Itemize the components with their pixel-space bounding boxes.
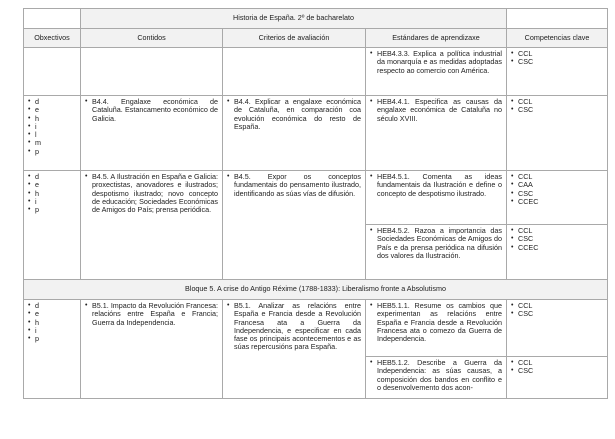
standard-text: • HEB4.5.2. Razoa a importancia das Sociedades Económicas de Amigos do País e da prensa periódica na difusión dos valores da Ilustración. [370, 227, 502, 260]
block-row [24, 280, 608, 300]
objective-item: • e [28, 106, 76, 114]
competences-cell [507, 300, 608, 357]
competence-item: • CSC [511, 58, 603, 66]
objective-item: • i [28, 198, 76, 206]
table-row [24, 300, 608, 357]
competence-item: • CCL [511, 302, 603, 310]
content-text: • B4.5. A Ilustración en España e Galicia: proxectistas, anovadores e ilustrados; despotismo ilustrado; novo concepto de educación; Sociedades Económicas de Amigos do País; prensa periódica. [85, 173, 218, 214]
table-title: Historia de España. 2º de bacharelato [81, 9, 507, 29]
objective-item: • h [28, 115, 76, 123]
criterion-cell [223, 48, 366, 96]
content-text: • B5.1. Impacto da Revolución Francesa: relacións entre España e Francia; Guerra da Independencia. [85, 302, 218, 327]
competence-item: • CCL [511, 50, 603, 58]
standard-cell [366, 171, 507, 225]
competence-item: • CAA [511, 181, 603, 189]
header-contents: Contidos [81, 29, 223, 48]
objective-item: • d [28, 302, 76, 310]
criterion-text: • B4.5. Expor os conceptos fundamentais do pensamento ilustrado, identificando as súas vías de difusión. [227, 173, 361, 198]
objective-item: • h [28, 190, 76, 198]
header-criteria: Criterios de avaliación [223, 29, 366, 48]
objective-item: • h [28, 319, 76, 327]
competence-item: • CCL [511, 359, 603, 367]
objective-item: • p [28, 206, 76, 214]
criterion-cell [223, 171, 366, 280]
title-row [24, 9, 608, 29]
header-standards: Estándares de aprendizaxe [366, 29, 507, 48]
standard-text: • HEB4.3.3. Explica a política industrial da monarquía e as medidas adoptadas respecto ao comercio con América. [370, 50, 502, 75]
criterion-cell [223, 96, 366, 171]
content-text: • B4.4. Engalaxe económica de Cataluña. Estancamento económico de Galicia. [85, 98, 218, 123]
standard-text: • HEB5.1.1. Resume os cambios que experimentan as relacións entre España e Francia desde a Revolución Francesa ata o comezo da Guerra de Independencia. [370, 302, 502, 343]
competences-cell [507, 357, 608, 399]
competence-item: • CCL [511, 227, 603, 235]
competences-cell [507, 96, 608, 171]
standard-cell [366, 225, 507, 280]
objectives-cell [24, 96, 81, 171]
competence-item: • CSC [511, 235, 603, 243]
table-row [24, 171, 608, 225]
title-spacer-cell [24, 9, 81, 29]
title-spacer-cell [507, 9, 608, 29]
content-cell [81, 96, 223, 171]
objective-item: • d [28, 173, 76, 181]
objectives-cell [24, 300, 81, 399]
competence-item: • CSC [511, 367, 603, 375]
curriculum-table [23, 8, 608, 399]
objectives-cell [24, 171, 81, 280]
objective-item: • i [28, 327, 76, 335]
block-heading: Bloque 5. A crise do Antigo Réxime (1788-1833): Liberalismo fronte a Absolutismo [24, 280, 608, 300]
competence-item: • CSC [511, 190, 603, 198]
competence-item: • CCEC [511, 244, 603, 252]
objective-item: • p [28, 335, 76, 343]
competences-cell [507, 48, 608, 96]
objective-item: • p [28, 148, 76, 156]
content-cell [81, 171, 223, 280]
standard-cell [366, 357, 507, 399]
header-row [24, 29, 608, 48]
standard-text: • HEB4.4.1. Especifica as causas da engalaxe económica de Cataluña no século XVIII. [370, 98, 502, 123]
objective-item: • d [28, 98, 76, 106]
criterion-cell [223, 300, 366, 399]
standard-cell [366, 96, 507, 171]
objective-item: • i [28, 123, 76, 131]
table-row [24, 96, 608, 171]
content-cell [81, 48, 223, 96]
competence-item: • CCL [511, 173, 603, 181]
standard-cell [366, 48, 507, 96]
criterion-text: • B4.4. Explicar a engalaxe económica de Cataluña, en comparación coa evolución económica do resto de España. [227, 98, 361, 131]
standard-cell [366, 300, 507, 357]
competence-item: • CSC [511, 106, 603, 114]
competences-cell [507, 171, 608, 225]
competence-item: • CSC [511, 310, 603, 318]
objectives-cell [24, 48, 81, 96]
objective-item: • l [28, 131, 76, 139]
content-cell [81, 300, 223, 399]
competence-item: • CCEC [511, 198, 603, 206]
standard-text: • HEB5.1.2. Describe a Guerra da Independencia: as súas causas, a composición dos bandos en conflito e o desenvolvemento dos acon- [370, 359, 502, 392]
objective-item: • m [28, 139, 76, 147]
header-competences: Competencias clave [507, 29, 608, 48]
table-row [24, 48, 608, 96]
competence-item: • CCL [511, 98, 603, 106]
competences-cell [507, 225, 608, 280]
objective-item: • e [28, 310, 76, 318]
criterion-text: • B5.1. Analizar as relacións entre España e Francia desde a Revolución Francesa ata a Guerra da Independencia, e especificar en cada fase os principais acontecementos e as súas repercusións para España. [227, 302, 361, 352]
standard-text: • HEB4.5.1. Comenta as ideas fundamentais da Ilustración e define o concepto de despotismo ilustrado. [370, 173, 502, 198]
objective-item: • e [28, 181, 76, 189]
header-objectives: Obxectivos [24, 29, 81, 48]
